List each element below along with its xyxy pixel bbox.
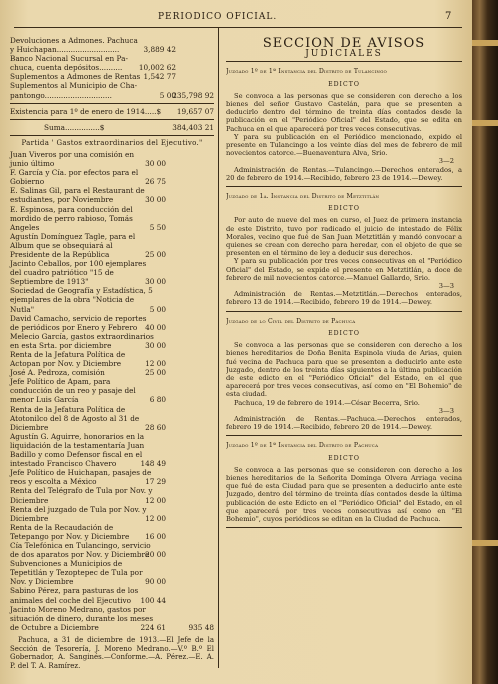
- notices-clip: [226, 36, 462, 672]
- notice-divider: [226, 527, 462, 528]
- notice-paragraph: Pachuca, 19 de febrero de 1914.—César Becerra, Srio.: [234, 398, 420, 407]
- edicto-label: EDICTO: [328, 205, 360, 213]
- account-row: Suplementos al Municipio de Cha-: [10, 81, 138, 91]
- expense-text: Sociedad de Geografía y Estadística, 5 ejemplares de la obra "Noticia de Nutla": [10, 286, 153, 314]
- notice-divider: [226, 186, 462, 187]
- expense-entry: [10, 541, 214, 559]
- expense-text: Renta del juzgado de Tula por Nov. y Diciembre: [10, 504, 147, 523]
- section-title: SECCION DE AVISOS: [262, 36, 426, 51]
- expense-entry: [10, 350, 214, 368]
- expense-amount: 5 00: [149, 304, 166, 314]
- expense-entry: [10, 168, 214, 186]
- page-number: 7: [445, 11, 453, 22]
- expense-text: Sabino Pérez, para pasturas de los animales del coche del Ejecutivo: [10, 586, 139, 605]
- expense-amount: 17 29: [145, 477, 166, 487]
- expense-text: Renta del Telégrafo de Tula por Nov. y Diciembre: [10, 486, 153, 505]
- spine-band: [472, 540, 498, 546]
- partida-title: Partida ' Gastos extraordinarios del Ejecutivo.": [21, 138, 203, 147]
- edicto-label: EDICTO: [328, 454, 360, 462]
- expense-amount: 12 00: [145, 495, 166, 505]
- existencia-row: Existencia para 1º de enero de 1914.....$ 19,657 07: [10, 106, 214, 116]
- header-rule: [14, 27, 462, 28]
- expense-text: Jacinto Ceballos, por 100 ejemplares del cuadro patriótico "15 de Septiembre de 1913": [10, 259, 147, 287]
- expense-amount: 26 75: [145, 177, 166, 187]
- divider: [10, 135, 214, 136]
- expense-entry: [10, 259, 214, 286]
- expense-entry: [10, 468, 214, 486]
- expense-amount: 16 00: [145, 531, 166, 541]
- expense-entry: [10, 332, 214, 350]
- expense-text: Agustín G. Aguirre, honorarios en la liquidación de la testamentaría Juan Badillo y como Defensor fiscal en el intestado Francisco Chavero: [10, 431, 145, 469]
- expense-entry: [10, 405, 214, 432]
- expense-entry: [10, 205, 214, 232]
- notice-paragraph: Y para su publicación en el Periódico mencionado, expido el presente en Tulancingo a los veinte días del mes de febrero de mil novecientos catorce.—Buenaventura Alva, Srio.: [226, 132, 462, 158]
- court-name: Juzgado 1º de 1ª Instancia del Distrito de Pachuca: [226, 442, 379, 450]
- expense-entry: [10, 286, 214, 313]
- expense-amount: 100 44: [140, 595, 166, 605]
- judicial-notice: [226, 318, 462, 437]
- expense-entry: [10, 605, 214, 632]
- expense-entry: [10, 314, 214, 332]
- expense-amount: 6 80: [149, 395, 166, 405]
- publication-count: 3—3: [438, 406, 454, 415]
- expense-text: Agustín Domínguez Tagle, para el Album que se obsequiará al Presidente de la República: [10, 231, 136, 259]
- expense-amount: 90 00: [145, 577, 166, 587]
- notice-divider: [226, 311, 462, 312]
- expense-text: Jacinto Moreno Medrano, gastos por situación de dinero, durante los meses de Octubre a Diciembre: [10, 604, 154, 632]
- judicial-notice: [226, 68, 462, 187]
- divider: [10, 103, 214, 104]
- expense-amount: 12 00: [145, 513, 166, 523]
- rentas-footer: Administración de Rentas.—Pachuca.—Derechos enterados, febrero 19 de 1914.—Recibido, febrero 20 de 1914.—Dewey.: [226, 414, 462, 432]
- expense-amount: 30 00: [145, 277, 166, 287]
- expense-entry: [10, 586, 214, 604]
- page-header: [0, 12, 472, 26]
- expense-text: F. García y Cía. por efectos para el Gobierno: [10, 168, 139, 187]
- notices-column: [226, 36, 462, 528]
- expense-text: Melecio García, gastos extraordinarios en esta Srta. por diciembre: [10, 331, 154, 350]
- expense-amount: 30 00: [145, 340, 166, 350]
- expense-amount: 30 00: [145, 159, 166, 169]
- column-divider: [218, 28, 219, 668]
- judicial-notice: [226, 442, 462, 528]
- expense-entry: [10, 559, 214, 586]
- account-row: y Huichapan........................... 3,889 42: [10, 45, 176, 55]
- expense-amount: 20 00: [145, 550, 166, 560]
- judicial-notice: [226, 193, 462, 312]
- closing-statement: Pachuca, a 31 de diciembre de 1913.—El Jefe de la Sección de Tesorería, J. Moreno Medrano.—V.º B.º El Gobernador, A. Sanginés.—Conforme.—A. Pérez.—E. A. P. del T. A. Ramírez.: [10, 635, 214, 670]
- notice-paragraph: Se convoca a las personas que se consideren con derecho a los bienes hereditarios de la Señorita Dominga Olvera Arriaga vecina que fué de esta Ciudad para que se presenten a deducirlo ante este Juzgado, dentro del término de treinta días contados desde la última publicación de este Edicto en el "Periódico Oficial" del Estado, en el que aparecerá por tres veces consecutivas así como en "El Bohemio", cuyos periódicos se editan en la Ciudad de Pachuca.: [226, 465, 462, 523]
- expense-text: Juan Viveros por una comisión en junio último: [10, 149, 135, 169]
- expense-amount: 25 00: [145, 249, 166, 259]
- book-spine: [472, 0, 498, 684]
- expense-amount: 12 00: [145, 359, 166, 369]
- expense-text: David Camacho, servicio de reportes de periódicos por Enero y Febrero: [10, 313, 147, 332]
- expense-text: José A. Pedroza, comisión: [10, 368, 105, 378]
- expense-amount: 224 61: [140, 622, 166, 632]
- expense-entry: [10, 232, 214, 259]
- rentas-footer: Administración de Rentas.—Metztitlán.—Derechos enterados, febrero 13 de 1914.—Recibido, febrero 19 de 1914.—Dewey.: [226, 290, 462, 307]
- expense-amount: 5 50: [149, 222, 166, 232]
- account-row: Devoluciones a Admones. Pachuca: [10, 36, 138, 45]
- notice-paragraph: Se convoca a las personas que se consideren con derecho a los bienes del señor Gustavo Castelán, para que se presenten a deducirlo dentro del término de treinta días contados desde la publicación en el "Periódico Oficial" del Estado, que se edita en Pachuca en el que aparecerá por tres veces consecutivas.: [226, 91, 462, 133]
- publication-count: 3—3: [438, 282, 454, 291]
- notice-divider: [226, 435, 462, 436]
- notice-paragraph: Por auto de nueve del mes en curso, el Juez de primera instancia de este Distrito, tuvo por radicado el juicio de intestado de Félix Morales, vecino que fué de San Juan Metztitlán y mandó convocar a quienes se crean con derecho para heredar, con el objeto de que se presenten en el término de ley a deducir sus derechos.: [226, 216, 462, 258]
- expense-text: Renta de la Jefatura Política de Atotonilco del 8 de Agosto al 31 de Diciembre: [10, 404, 140, 432]
- judicial-notices: [226, 68, 462, 528]
- edicto-label: EDICTO: [328, 329, 360, 337]
- expense-entry: [10, 486, 214, 504]
- expense-entry: [10, 150, 214, 168]
- newspaper-title: PERIODICO OFICIAL.: [158, 12, 278, 22]
- expense-entry: [10, 368, 214, 377]
- account-row: Banco Nacional Sucursal en Pa-: [10, 54, 128, 64]
- spine-band: [472, 120, 498, 126]
- expense-text: Subvenciones a Municipios de Tepetitlán y Tezoptepec de Tula por Nov. y Diciembre: [10, 559, 143, 587]
- expense-text: E. Espinosa, para conducción del mordido de perro rabioso, Tomás Angeles: [10, 204, 133, 232]
- court-name: Juzgado 1º de 1ª Instancia del Distrito de Tulancingo: [226, 68, 387, 76]
- account-lines: [10, 36, 214, 100]
- expense-amount: 30 00: [145, 195, 166, 205]
- section-subtitle: JUDICIALES: [226, 50, 462, 62]
- account-row: chuca, cuenta depósitos.......... 10,002 62: [10, 63, 176, 73]
- expense-text: Renta de la Recaudación de Tetepango por Nov. y Diciembre: [10, 522, 130, 541]
- expense-entry: [10, 523, 214, 541]
- suma-row: Suma...............$ 384,403 21: [44, 122, 214, 132]
- court-name: Juzgado de lo Civil del Distrito de Pachuca: [226, 317, 356, 325]
- expense-text: Jefe Político de Huichapan, pasajes de reos y escolta a México: [10, 468, 152, 487]
- expense-text: Renta de la Jefatura Política de Actopan por Nov. y Diciembre: [10, 350, 126, 369]
- notice-paragraph: Se convoca a las personas que se consideren con derecho a los bienes hereditarios de Doña Benita Espinola viuda de Arias, quien fué vecina de Pachuca para que se presenten a deducirlo ante este Juzgado, dentro de los treinta días siguientes a la última publicación de este edicto en el "Periódico Oficial" del Estado, en el que aparecerá por tres veces consecutivas, así como en "El Bohemio" de esta ciudad.: [226, 341, 462, 399]
- account-row: Suplementos a Admones de Rentas 1,542 77: [10, 72, 176, 82]
- expense-text: Jefe Político de Apam, para conducción de un reo y pasaje del menor Luis García: [10, 377, 136, 405]
- rentas-footer: Administración de Rentas.—Tulancingo.—Derechos enterados, a 20 de febrero de 1914.—Recibido, febrero 23 de 1914.—Dewey.: [226, 165, 462, 182]
- divider: [10, 119, 214, 120]
- spine-band: [472, 40, 498, 46]
- expense-entry: [10, 186, 214, 204]
- expense-entries: [10, 150, 214, 632]
- publication-count: 3—2: [438, 157, 454, 166]
- court-name: Juzgado de 1a. Instancia del Distrito de Metztitlán: [226, 193, 380, 201]
- expense-amount: 148 49: [140, 459, 166, 469]
- expense-amount: 28 60: [145, 422, 166, 432]
- expense-amount: 40 00: [145, 322, 166, 332]
- account-row: pantongo............................. 5 00 235,798 92: [10, 90, 214, 100]
- accounts-column: [10, 36, 214, 670]
- edicto-label: EDICTO: [328, 80, 360, 88]
- expense-text: E. Salinas Gil, para el Restaurant de estudiantes, por Noviembre: [10, 186, 145, 205]
- expense-entry: [10, 432, 214, 468]
- expense-text: Cía Telefónica en Tulancingo, servicio de dos aparatos por Nov. y Diciembre: [10, 540, 151, 560]
- expense-entry: [10, 377, 214, 404]
- expense-total: 935 48: [188, 622, 214, 632]
- notice-paragraph: Y para su publicación por tres veces consecutivas en el "Periódico Oficial" del Estado, se expide el presente en Metztitlán, a doce de febrero de mil novecientos catorce.—Manuel Gallardo, Srio.: [226, 257, 462, 282]
- expense-entry: [10, 505, 214, 523]
- expense-amount: 25 00: [145, 368, 166, 378]
